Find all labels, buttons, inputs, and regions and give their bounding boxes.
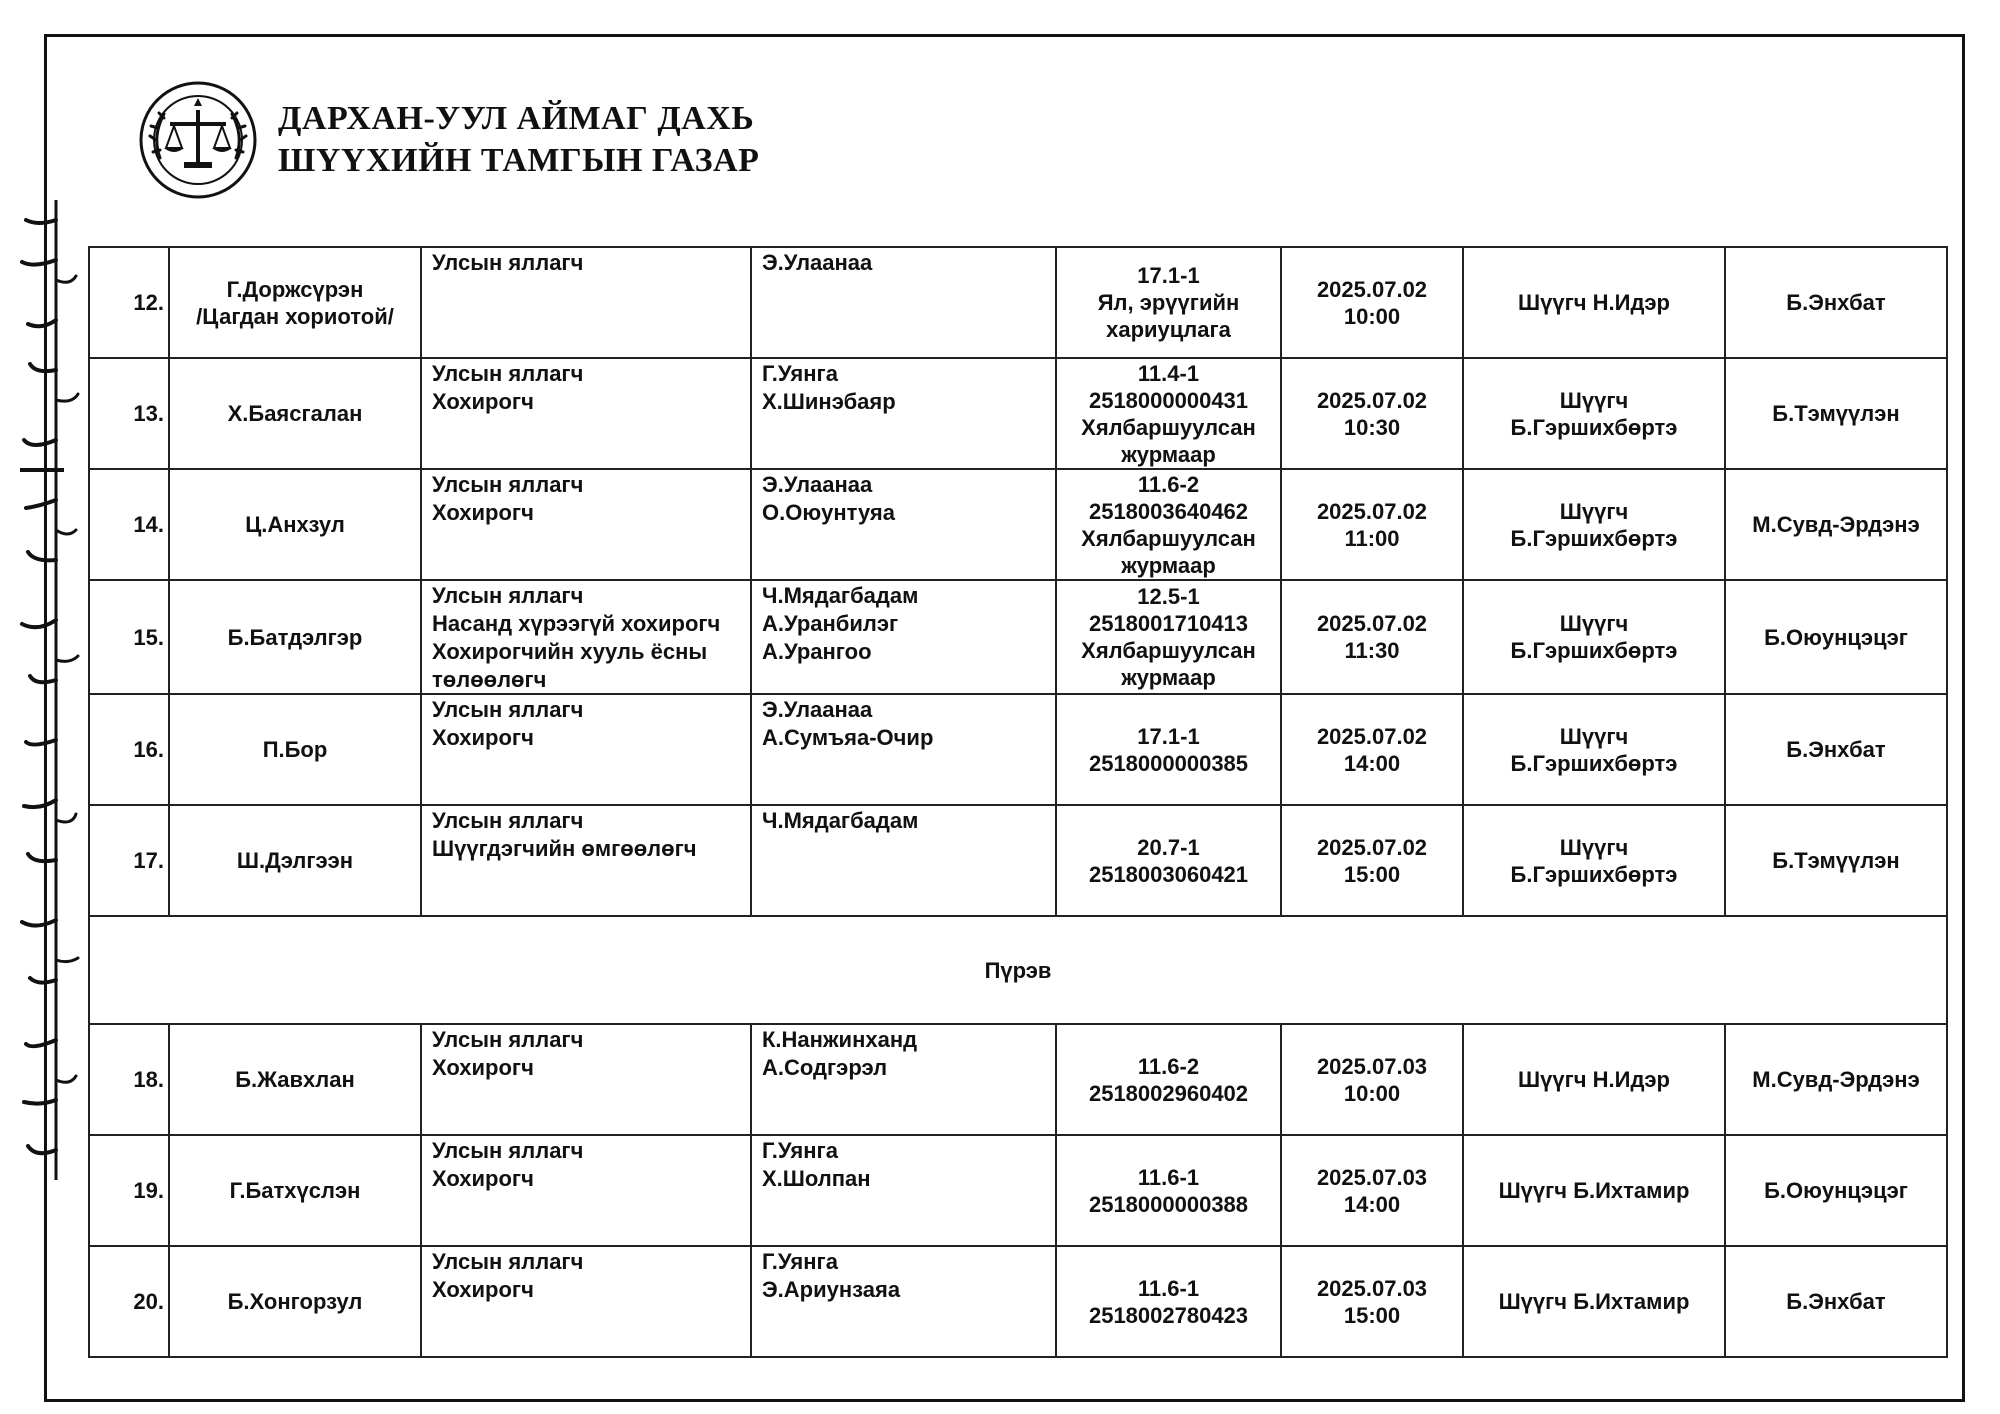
judge-line: Б.Гэршихбөртэ: [1510, 750, 1678, 776]
article-case-number-line: 11.6-2: [1137, 1053, 1200, 1079]
defendant-name-cell: [169, 805, 421, 916]
participant-names-line: К.Нанжинханд: [762, 1027, 918, 1052]
hearing-date: 2025.07.02: [1316, 387, 1428, 413]
participant-names-line: Ч.Мядагбадам: [762, 583, 919, 608]
participant-roles-line: Улсын яллагч: [432, 583, 584, 608]
secretary-cell: Б.Энхбат: [1725, 1246, 1947, 1357]
hearing-date: 2025.07.03: [1316, 1053, 1428, 1079]
date-time-cell: [1281, 580, 1463, 694]
table-row: [89, 694, 1947, 805]
participant-roles-line: Хохирогч: [432, 1166, 534, 1191]
participant-roles-line: төлөөлөгч: [432, 667, 547, 692]
article-case-number-line: 20.7-1: [1137, 834, 1200, 860]
participant-roles-cell: [421, 469, 751, 580]
hearing-time: 14:00: [1343, 750, 1401, 776]
secretary-cell: Б.Энхбат: [1725, 247, 1947, 358]
date-time-cell: [1281, 247, 1463, 358]
article-case-number-line: 11.6-1: [1137, 1164, 1200, 1190]
judge-cell: [1463, 358, 1725, 469]
hearing-time: 10:30: [1343, 414, 1401, 440]
defendant-name-cell: [169, 469, 421, 580]
hearing-date: 2025.07.02: [1316, 834, 1428, 860]
defendant-name-cell: [169, 1246, 421, 1357]
participant-names-cell: [751, 1024, 1056, 1135]
participant-names-cell: [751, 1246, 1056, 1357]
secretary-cell: Б.Тэмүүлэн: [1725, 358, 1947, 469]
hearing-date: 2025.07.03: [1316, 1164, 1428, 1190]
case-number-cell: 12.: [89, 247, 169, 358]
participant-roles-line: Улсын яллагч: [432, 697, 584, 722]
article-case-number-cell: [1056, 1024, 1281, 1135]
article-case-number-line: 2518003640462: [1088, 498, 1249, 524]
case-number-cell: 17.: [89, 805, 169, 916]
judge-line: Шүүгч Б.Ихтамир: [1498, 1178, 1690, 1203]
case-number-cell: 15.: [89, 580, 169, 694]
judge-line: Шүүгч: [1559, 723, 1629, 749]
hearing-date: 2025.07.02: [1316, 498, 1428, 524]
judge-line: Шүүгч: [1559, 498, 1629, 524]
participant-names-line: Г.Уянга: [762, 1138, 838, 1163]
article-case-number-cell: [1056, 580, 1281, 694]
defendant-name-cell: [169, 1135, 421, 1246]
case-number-cell: 18.: [89, 1024, 169, 1135]
participant-roles-line: Хохирогчийн хууль ёсны: [432, 639, 708, 664]
defendant-name-line: Ш.Дэлгээн: [236, 848, 354, 873]
article-case-number-line: журмаар: [1121, 441, 1216, 467]
participant-roles-cell: [421, 1024, 751, 1135]
hearing-date: 2025.07.02: [1316, 276, 1428, 302]
judge-cell: [1463, 469, 1725, 580]
participant-names-cell: [751, 358, 1056, 469]
article-case-number-line: Хялбаршуулсан: [1081, 414, 1256, 440]
participant-roles-line: Улсын яллагч: [432, 1138, 584, 1163]
judge-line: Б.Гэршихбөртэ: [1510, 414, 1678, 440]
article-case-number-line: Ял, эрүүгийн: [1097, 290, 1240, 315]
participant-roles-line: Насанд хүрээгүй хохирогч: [432, 611, 721, 636]
participant-roles-line: Улсын яллагч: [432, 250, 584, 275]
participant-names-cell: [751, 469, 1056, 580]
article-case-number-cell: [1056, 1246, 1281, 1357]
case-number-cell: 20.: [89, 1246, 169, 1357]
table-row: [89, 805, 1947, 916]
article-case-number-line: 12.5-1: [1137, 584, 1200, 609]
day-separator-row: [89, 916, 1947, 1024]
title-line-2: ШҮҮХИЙН ТАМГЫН ГАЗАР: [278, 142, 760, 179]
case-number-cell: 16.: [89, 694, 169, 805]
defendant-name-cell: [169, 247, 421, 358]
hearing-time: 10:00: [1343, 303, 1401, 329]
participant-roles-line: Шүүгдэгчийн өмгөөлөгч: [432, 836, 697, 861]
secretary-cell: Б.Энхбат: [1725, 694, 1947, 805]
table-row: [89, 1246, 1947, 1357]
article-case-number-line: 2518000000431: [1088, 387, 1249, 413]
judge-cell: [1463, 247, 1725, 358]
hearing-time: 15:00: [1343, 1302, 1401, 1328]
judge-cell: [1463, 580, 1725, 694]
judge-cell: [1463, 1246, 1725, 1357]
participant-roles-line: Хохирогч: [432, 389, 534, 414]
participant-names-line: Х.Шолпан: [762, 1166, 871, 1191]
table-row: [89, 1024, 1947, 1135]
participant-roles-line: Улсын яллагч: [432, 808, 584, 833]
participant-roles-line: Улсын яллагч: [432, 361, 584, 386]
participant-names-line: А.Урангоо: [762, 639, 872, 664]
article-case-number-line: журмаар: [1121, 552, 1216, 578]
participant-names-line: Э.Улаанаа: [762, 472, 873, 497]
judge-cell: [1463, 694, 1725, 805]
participant-roles-cell: [421, 358, 751, 469]
article-case-number-line: 2518000000385: [1088, 750, 1249, 776]
defendant-name-line: Х.Баясгалан: [227, 401, 363, 426]
secretary-cell: Б.Оюунцэцэг: [1725, 1135, 1947, 1246]
participant-roles-line: Улсын яллагч: [432, 1027, 584, 1052]
participant-roles-line: Улсын яллагч: [432, 1249, 584, 1274]
judge-line: Шүүгч: [1559, 834, 1629, 860]
judge-line: Шүүгч Н.Идэр: [1518, 290, 1670, 315]
participant-names-line: Ч.Мядагбадам: [762, 808, 919, 833]
date-time-cell: [1281, 469, 1463, 580]
defendant-name-cell: [169, 358, 421, 469]
article-case-number-cell: [1056, 247, 1281, 358]
participant-names-line: Х.Шинэбаяр: [762, 389, 896, 414]
participant-names-line: Э.Улаанаа: [762, 250, 873, 275]
participant-names-line: А.Содгэрэл: [762, 1055, 888, 1080]
judge-line: Б.Гэршихбөртэ: [1510, 638, 1678, 663]
title-line-1: ДАРХАН-УУЛ АЙМАГ ДАХЬ: [278, 100, 755, 137]
defendant-name-cell: [169, 694, 421, 805]
table-row: [89, 1135, 1947, 1246]
participant-roles-cell: [421, 247, 751, 358]
case-number-cell: 13.: [89, 358, 169, 469]
participant-roles-line: Улсын яллагч: [432, 472, 584, 497]
article-case-number-cell: [1056, 805, 1281, 916]
participant-names-line: Г.Уянга: [762, 361, 838, 386]
vertical-mongolian-script-decoration: [0, 200, 90, 1180]
article-case-number-line: Хялбаршуулсан: [1081, 525, 1256, 551]
article-case-number-line: 11.6-1: [1137, 1275, 1200, 1301]
participant-roles-line: Хохирогч: [432, 1277, 534, 1302]
participant-roles-cell: [421, 580, 751, 694]
article-case-number-cell: [1056, 469, 1281, 580]
secretary-cell: М.Сувд-Эрдэнэ: [1725, 469, 1947, 580]
day-label: Пүрэв: [89, 916, 1947, 1024]
table-row: [89, 580, 1947, 694]
judge-line: Шүүгч Б.Ихтамир: [1498, 1289, 1690, 1314]
participant-names-cell: [751, 805, 1056, 916]
article-case-number-line: 2518003060421: [1088, 861, 1249, 887]
article-case-number-cell: [1056, 694, 1281, 805]
hearing-date: 2025.07.03: [1316, 1275, 1428, 1301]
judge-line: Б.Гэршихбөртэ: [1510, 861, 1678, 887]
defendant-name-line: Б.Батдэлгэр: [227, 624, 363, 650]
judge-cell: [1463, 805, 1725, 916]
participant-roles-line: Хохирогч: [432, 725, 534, 750]
judge-line: Б.Гэршихбөртэ: [1510, 525, 1678, 551]
article-case-number-line: 17.1-1: [1137, 723, 1200, 749]
participant-names-line: А.Уранбилэг: [762, 611, 899, 636]
hearing-schedule-table: [88, 246, 1948, 1358]
date-time-cell: [1281, 805, 1463, 916]
defendant-name-cell: [169, 580, 421, 694]
participant-names-line: А.Сумъяа-Очир: [762, 725, 934, 750]
article-case-number-line: 11.6-2: [1137, 471, 1200, 497]
hearing-time: 14:00: [1343, 1191, 1401, 1217]
hearing-time: 10:00: [1343, 1080, 1401, 1106]
article-case-number-line: 2518000000388: [1088, 1191, 1249, 1217]
case-number-cell: 14.: [89, 469, 169, 580]
date-time-cell: [1281, 1024, 1463, 1135]
article-case-number-cell: [1056, 358, 1281, 469]
participant-names-line: Э.Ариунзаяа: [762, 1277, 901, 1302]
article-case-number-line: 11.4-1: [1137, 360, 1200, 386]
participant-roles-cell: [421, 694, 751, 805]
defendant-name-line: /Цагдан хориотой/: [196, 303, 394, 329]
date-time-cell: [1281, 1246, 1463, 1357]
article-case-number-line: хариуцлага: [1106, 317, 1231, 342]
date-time-cell: [1281, 358, 1463, 469]
participant-names-line: Э.Улаанаа: [762, 697, 873, 722]
judge-line: Шүүгч: [1559, 387, 1629, 413]
hearing-time: 11:00: [1344, 525, 1400, 551]
participant-names-cell: [751, 580, 1056, 694]
article-case-number-line: 2518002780423: [1088, 1302, 1249, 1328]
participant-names-cell: [751, 247, 1056, 358]
organization-title: [278, 98, 759, 182]
defendant-name-line: Б.Жавхлан: [235, 1067, 355, 1092]
article-case-number-line: 17.1-1: [1137, 263, 1200, 288]
table-row: [89, 469, 1947, 580]
date-time-cell: [1281, 694, 1463, 805]
article-case-number-cell: [1056, 1135, 1281, 1246]
participant-roles-cell: [421, 1135, 751, 1246]
court-scales-emblem-icon: [138, 80, 258, 200]
article-case-number-line: журмаар: [1121, 665, 1216, 690]
secretary-cell: М.Сувд-Эрдэнэ: [1725, 1024, 1947, 1135]
header: [138, 70, 759, 210]
article-case-number-line: 2518001710413: [1088, 611, 1249, 636]
secretary-cell: Б.Тэмүүлэн: [1725, 805, 1947, 916]
participant-names-cell: [751, 694, 1056, 805]
participant-names-cell: [751, 1135, 1056, 1246]
secretary-cell: Б.Оюунцэцэг: [1725, 580, 1947, 694]
hearing-time: 15:00: [1343, 861, 1401, 887]
participant-roles-line: Хохирогч: [432, 500, 534, 525]
defendant-name-line: Б.Хонгорзул: [227, 1289, 363, 1314]
participant-roles-cell: [421, 805, 751, 916]
defendant-name-line: Г.Батхүслэн: [229, 1178, 361, 1203]
case-number-cell: 19.: [89, 1135, 169, 1246]
judge-cell: [1463, 1024, 1725, 1135]
defendant-name-line: Ц.Анхзул: [245, 512, 345, 537]
article-case-number-line: Хялбаршуулсан: [1081, 638, 1256, 663]
hearing-time: 11:30: [1344, 638, 1400, 663]
hearing-date: 2025.07.02: [1316, 611, 1428, 636]
table-row: [89, 247, 1947, 358]
hearing-date: 2025.07.02: [1316, 723, 1428, 749]
judge-line: Шүүгч: [1559, 611, 1629, 636]
table-row: [89, 358, 1947, 469]
participant-roles-cell: [421, 1246, 751, 1357]
participant-roles-line: Хохирогч: [432, 1055, 534, 1080]
defendant-name-cell: [169, 1024, 421, 1135]
date-time-cell: [1281, 1135, 1463, 1246]
defendant-name-line: П.Бор: [262, 737, 328, 762]
article-case-number-line: 2518002960402: [1088, 1080, 1249, 1106]
judge-line: Шүүгч Н.Идэр: [1518, 1067, 1670, 1092]
judge-cell: [1463, 1135, 1725, 1246]
defendant-name-line: Г.Доржсүрэн: [226, 276, 364, 302]
participant-names-line: Г.Уянга: [762, 1249, 838, 1274]
participant-names-line: О.Оюунтуяа: [762, 500, 895, 525]
